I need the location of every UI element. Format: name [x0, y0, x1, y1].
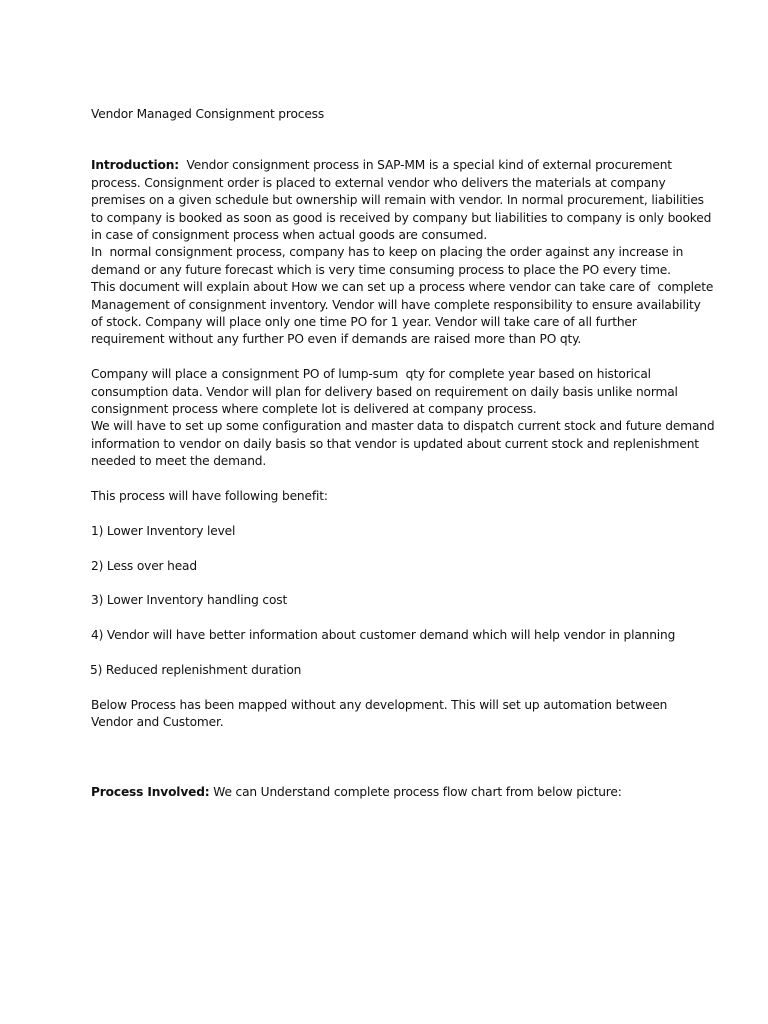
paragraph-gap — [91, 471, 671, 488]
planning-paragraph — [91, 366, 715, 470]
intro-line — [91, 157, 671, 174]
paragraph-line: Vendor and Customer. — [91, 715, 224, 730]
paragraph-line: Below Process has been mapped without any development. This will set up automation between — [91, 697, 668, 712]
benefit-list — [90, 523, 676, 680]
process-involved-line — [91, 784, 671, 801]
paragraph-line: consumption data. Vendor will plan for delivery based on requirement on daily basis unlike normal — [91, 384, 678, 399]
intro-line-text: Vendor consignment process in SAP-MM is a special kind of external procurement — [179, 158, 672, 173]
process-involved-text: We can Understand complete process flow chart from below picture: — [209, 784, 622, 799]
intro-line: demand or any future forecast which is very time consuming process to place the PO every time. — [91, 262, 671, 277]
benefit-item: 3) Lower Inventory handling cost — [91, 593, 288, 608]
paragraph-line: We will have to set up some configuration and master data to dispatch current stock and future demand — [91, 419, 715, 434]
paragraph-line: information to vendor on daily basis so that vendor is updated about current stock and replenishment — [91, 436, 699, 451]
intro-line: Management of consignment inventory. Vendor will have complete responsibility to ensure availability — [91, 297, 701, 312]
intro-line: of stock. Company will place only one time PO for 1 year. Vendor will take care of all further — [91, 315, 637, 330]
paragraph-line: consignment process where complete lot is delivered at company process. — [91, 402, 537, 417]
introduction-label: Introduction: — [91, 158, 180, 173]
benefit-intro: This process will have following benefit: — [91, 489, 328, 504]
document-title: Vendor Managed Consignment process — [91, 107, 325, 121]
benefit-item: 5) Reduced replenishment duration — [90, 663, 302, 678]
paragraph-line: Company will place a consignment PO of lump-sum qty for complete year based on historical — [91, 367, 651, 382]
intro-line: This document will explain about How we can set up a process where vendor can take care of complete — [91, 280, 714, 295]
intro-line: in case of consignment process when actual goods are consumed. — [91, 228, 488, 243]
process-involved-label: Process Involved: — [91, 784, 210, 799]
intro-line: premises on a given schedule but ownership will remain with vendor. In normal procurement, liabilities — [91, 193, 704, 208]
introduction-paragraph — [91, 157, 714, 348]
paragraph-line: needed to meet the demand. — [91, 454, 267, 469]
intro-line: requirement without any further PO even if demands are raised more than PO qty. — [91, 332, 582, 347]
benefit-item: 1) Lower Inventory level — [91, 523, 236, 538]
intro-line: In normal consignment process, company has to keep on placing the order against any increase in — [91, 245, 684, 260]
benefit-item: 4) Vendor will have better information about customer demand which will help vendor in planning — [91, 628, 676, 643]
paragraph-gap — [91, 349, 671, 366]
intro-line: to company is booked as soon as good is received by company but liabilities to company is only booked — [91, 210, 712, 225]
document-body — [90, 106, 715, 801]
intro-line: process. Consignment order is placed to external vendor who delivers the materials at company — [91, 175, 666, 190]
benefit-item: 2) Less over head — [91, 558, 197, 573]
closing-paragraph — [91, 697, 671, 732]
